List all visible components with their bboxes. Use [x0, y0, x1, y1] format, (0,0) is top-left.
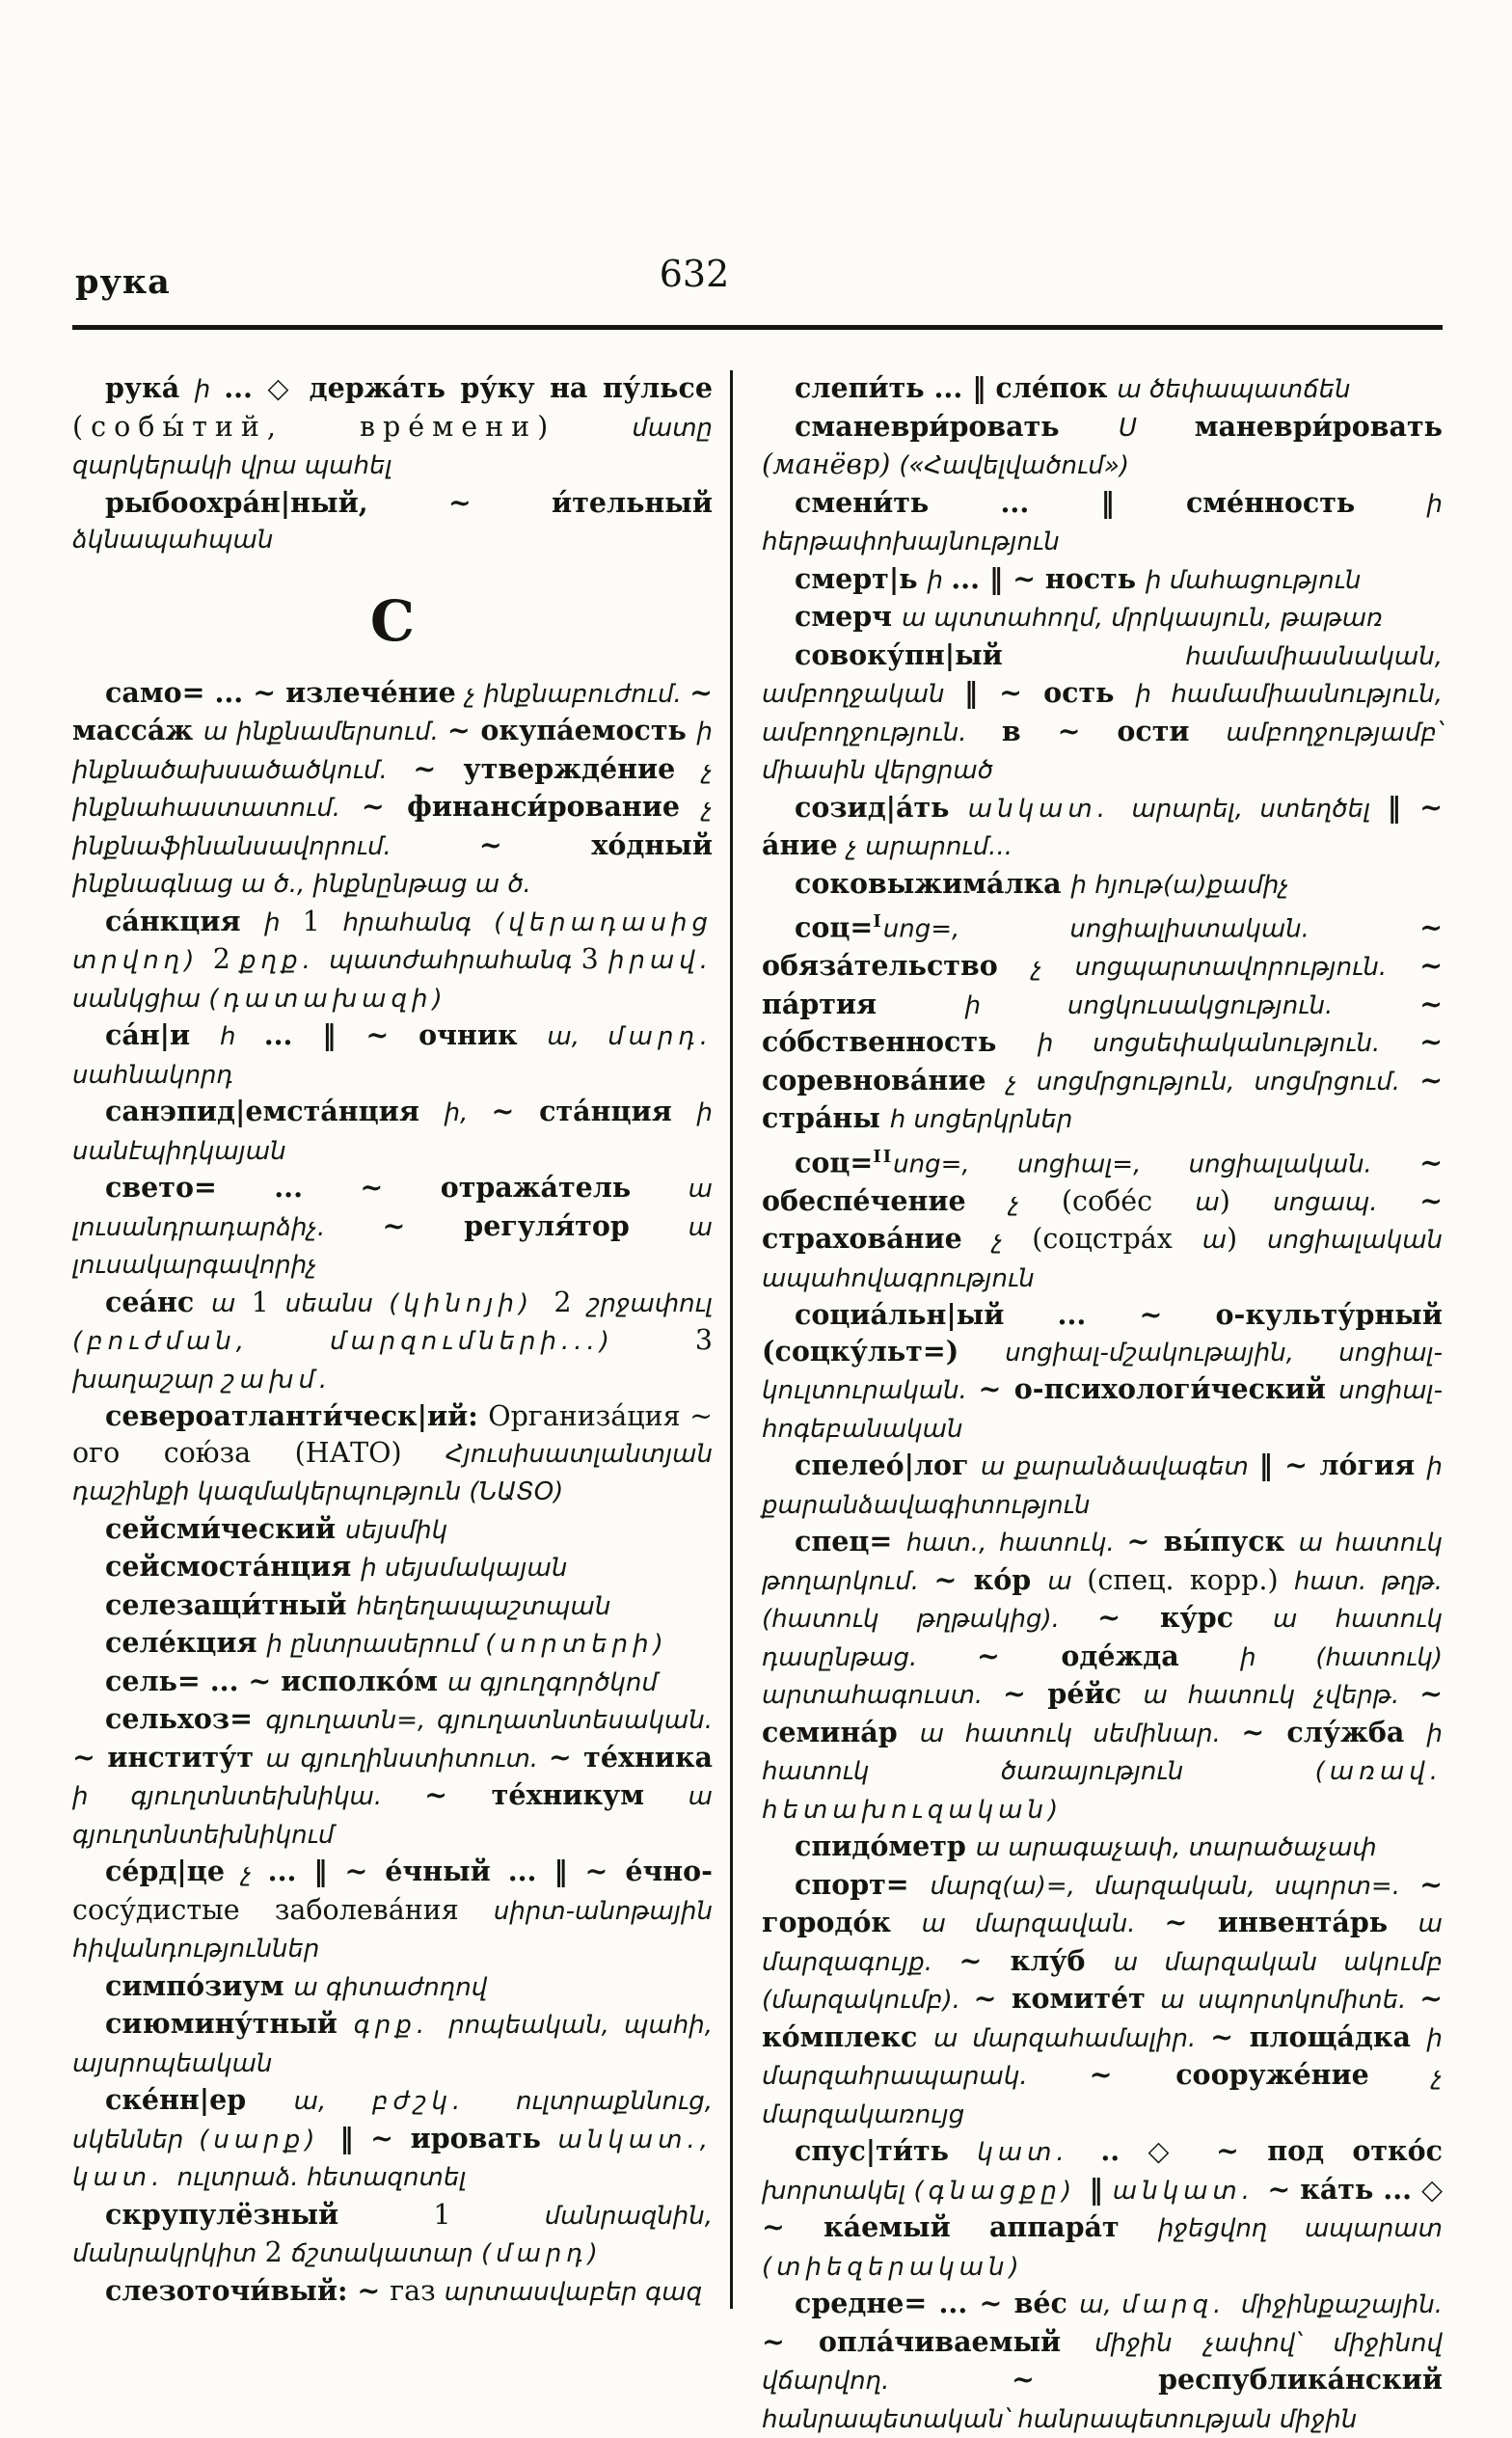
entry-segment: сейсмоста́нция	[105, 1550, 362, 1583]
entry-segment: ~ финанси́рование	[361, 790, 703, 823]
entry-segment: չ	[1009, 1187, 1062, 1217]
entry-segment: անկատ.	[1112, 2176, 1268, 2206]
entry-segment: ~ комите́т	[973, 1982, 1161, 2015]
entry-segment: селезащи́тный	[105, 1587, 357, 1621]
entry-segment: ա ինքնամերսում.	[202, 718, 447, 746]
entry-segment: սոցապ.	[1273, 1187, 1420, 1217]
entry-segment: հ սոցերկրներ	[889, 1105, 1073, 1134]
entry-segment: չ սոցպարտավորություն.	[1032, 953, 1420, 982]
section-letter-heading: С	[369, 587, 416, 654]
text-columns	[72, 370, 1444, 2434]
entry-segment: րոպեական, պահի, այսրոպեական	[72, 2011, 713, 2078]
entry-segment: I	[873, 911, 883, 932]
entry-segment: ~ оде́жда	[977, 1639, 1241, 1672]
entry-segment: слезоточи́вый: ~	[105, 2273, 391, 2307]
dict-entry	[72, 1511, 713, 1550]
dict-entry	[72, 2197, 713, 2273]
entry-segment: ի (հատուկ) արտահագուստ.	[762, 1642, 1443, 1710]
entry-segment: սոց=, սոցիալիստական.	[882, 914, 1420, 944]
entry-segment: անկատ.	[967, 794, 1132, 824]
dict-entry	[762, 1297, 1443, 1448]
entry-segment: ... ‖ ~ очник	[263, 1018, 548, 1051]
entry-segment: Ս	[1118, 413, 1195, 443]
header-catchword: рука	[75, 262, 171, 302]
entry-segment: ա ծեփապատճեն	[1117, 375, 1351, 404]
dict-entry	[72, 1398, 713, 1511]
entry-segment: չ ինքնաֆինանսավորում.	[72, 794, 713, 861]
entry-segment: соц=	[795, 1146, 874, 1178]
entry-segment: ~ со́бственность	[762, 987, 1444, 1058]
entry-segment: (վերադասից տրվող)	[72, 907, 714, 975]
entry-segment: ~ вы́пуск	[1126, 1525, 1299, 1558]
entry-segment: ~ слу́жба	[1241, 1715, 1427, 1748]
entry-segment: (սարք)	[199, 2125, 340, 2154]
entry-segment: ~ па́ртия	[762, 949, 1443, 1020]
dict-entry	[72, 1549, 713, 1587]
dict-entry	[72, 1285, 713, 1399]
entry-segment: ա,	[293, 2087, 372, 2116]
entry-segment: социа́льн|ый ... ~ о-культу́рный	[795, 1298, 1443, 1331]
entry-segment: ի հյութ(ա)քամիչ	[1070, 870, 1289, 900]
entry-segment: сель= ... ~ исполко́м	[105, 1664, 447, 1697]
entry-segment: ‖ ~ ло́гия	[1258, 1449, 1427, 1481]
dict-entry	[72, 1701, 713, 1854]
entry-segment: 2	[212, 943, 241, 975]
entry-segment: ուլտրաձ. հետազոտել	[176, 2163, 467, 2192]
entry-segment: ‖ ~ а́ние	[762, 790, 1443, 861]
entry-segment: .. ◇ ~ под отко́с	[1100, 2134, 1443, 2167]
dict-entry	[72, 1170, 713, 1285]
entry-segment: ~ республика́нский	[1011, 2363, 1443, 2396]
entry-segment: («Հավելվածում»)	[899, 451, 1129, 480]
entry-segment: չ արարում...	[847, 832, 1012, 861]
entry-segment: (соцстра́х	[1032, 1223, 1202, 1255]
entry-segment: ի քարանձավագիտություն	[762, 1452, 1443, 1520]
dict-entry	[72, 1094, 713, 1170]
entry-segment: ա գյուղգործկոմ	[446, 1667, 658, 1697]
entry-segment: ա արագաչափ, տարածաչափ	[975, 1833, 1377, 1862]
entry-segment: )	[1227, 1223, 1268, 1255]
entry-segment: ի սեյսմակայան	[361, 1554, 568, 1583]
entry-segment: ~ стра́ны	[762, 1063, 1443, 1134]
dict-entry	[762, 2286, 1443, 2438]
entry-segment: սեանս	[284, 1288, 390, 1318]
entry-segment: сосу́дистые заболева́ния	[72, 1893, 494, 1926]
entry-segment: ‖ ~ ость	[963, 676, 1136, 709]
entry-segment: ի	[264, 907, 303, 937]
dict-entry	[72, 2082, 713, 2197]
entry-segment: բժշկ.	[371, 2087, 516, 2116]
entry-segment: спус|ти́ть	[795, 2134, 978, 2167]
entry-segment: ա սպորտկոմիտե.	[1160, 1986, 1420, 2015]
entry-segment: հատ. թղթ. (հատուկ թղթակից).	[762, 1566, 1444, 1634]
entry-segment: ~ утвержде́ние	[413, 751, 703, 785]
entry-segment: Հյուսիսատլանտյան դաշինքի կազմակերպություն (ՆԱՏՕ)	[72, 1439, 713, 1506]
entry-segment: Организа́ция ~ ого сою́за (НАТО)	[72, 1400, 713, 1469]
dict-entry	[72, 904, 713, 1018]
dict-entry	[762, 485, 1443, 561]
entry-segment: ա գյուղինստիտուտ.	[265, 1744, 549, 1774]
entry-segment: ~ те́хника	[548, 1740, 713, 1774]
entry-segment: газ	[390, 2274, 445, 2307]
entry-segment: միջինքաշային.	[1240, 2290, 1444, 2319]
entry-segment: североатланти́ческ|ий:	[105, 1399, 489, 1432]
entry-segment: ի ինքնածախսածածկում.	[72, 718, 713, 785]
entry-segment: ‖ ~ ировать	[339, 2121, 558, 2154]
entry-segment: չ ինքնահաստատում.	[72, 755, 713, 823]
entry-segment: սանկցիա	[72, 984, 209, 1014]
entry-segment: ~ хо́дный	[478, 827, 713, 861]
dict-entry	[762, 790, 1443, 866]
entry-segment: ա լուսանդրադարձիչ.	[72, 1175, 713, 1242]
entry-segment: (դատախազի)	[208, 984, 447, 1014]
entry-segment: ~ опла́чиваемый	[762, 2324, 1095, 2358]
entry-segment: рыбоохра́н|ный, ~ и́тельный	[105, 485, 713, 519]
dict-entry	[72, 1625, 713, 1664]
entry-segment: (բուժման, մարզումների...)	[72, 1327, 695, 1356]
entry-segment: соц=	[795, 910, 874, 944]
entry-segment: спелео́|лог	[795, 1449, 981, 1481]
entry-segment: խորտակել	[762, 2176, 914, 2206]
entry-segment: ի	[927, 565, 952, 595]
entry-segment: մարզ(ա)=, մարզական, սպորտ=.	[930, 1871, 1420, 1901]
entry-segment: маневри́ровать	[1194, 409, 1443, 443]
entry-segment: համամիասնական, ամբողջական	[762, 641, 1443, 709]
entry-segment: իջեցվող ապարատ	[1157, 2214, 1444, 2243]
entry-segment: са́н|и	[105, 1018, 221, 1051]
entry-segment: скрупулёзный	[105, 2197, 434, 2231]
dict-entry	[72, 1854, 713, 1968]
entry-segment: 3	[580, 943, 608, 975]
page-number: 632	[659, 253, 730, 295]
entry-segment: ի հատուկ ծառայություն	[762, 1719, 1443, 1786]
dict-entry	[762, 1524, 1443, 1828]
entry-segment: ի սոցկուսակցություն.	[964, 990, 1420, 1020]
entry-segment: սիրտ-անոթային հիվանդություններ	[72, 1896, 713, 1964]
entry-segment: չ	[241, 1858, 268, 1887]
entry-segment: ի սանէպիդկայան	[72, 1098, 714, 1166]
entry-segment: ... ‖ ~ ность	[951, 561, 1147, 595]
entry-segment: ի	[194, 375, 225, 404]
dict-entry	[762, 1139, 1443, 1298]
dict-entry	[762, 866, 1443, 905]
entry-segment: ~ институ́т	[72, 1740, 266, 1774]
entry-segment: գյուղատն=, գյուղատնտեսական.	[265, 1706, 713, 1735]
entry-segment: չ սոցմրցություն, սոցմրցում.	[1007, 1067, 1420, 1097]
entry-segment: санэпид|емста́нция	[105, 1095, 445, 1127]
entry-segment: сиюмину́тный	[105, 2007, 354, 2040]
entry-segment: ա	[1047, 1566, 1088, 1596]
entry-segment: смени́ть ... ‖ сме́нность	[795, 485, 1427, 519]
entry-segment: ա	[1202, 1226, 1228, 1255]
entry-segment: ... ◇ держа́ть ру́ку на пу́льсе	[224, 371, 713, 404]
entry-segment: (собы́тий, вре́мени)	[72, 410, 633, 443]
entry-segment: са́нкция	[105, 904, 265, 937]
entry-segment: ‖	[1089, 2172, 1113, 2206]
entry-segment: ա քարանձավագետ	[980, 1452, 1259, 1481]
entry-segment: сельхоз=	[105, 1702, 266, 1735]
dict-entry	[72, 1664, 713, 1702]
entry-segment: 1	[302, 905, 343, 937]
entry-segment: սեյսմիկ	[345, 1515, 448, 1545]
entry-segment: ~ окупа́емость	[446, 714, 697, 746]
dict-entry	[72, 675, 713, 904]
entry-segment: գրք.	[353, 2011, 449, 2040]
entry-segment: ճշտակատար	[290, 2239, 481, 2268]
dict-entry	[762, 409, 1443, 485]
entry-segment: ա հատուկ թողարկում.	[762, 1529, 1444, 1596]
dict-entry	[762, 370, 1443, 409]
entry-segment: մանրազնին, մանրակրկիտ	[72, 2201, 713, 2268]
entry-segment: հատ., հատուկ.	[905, 1529, 1127, 1558]
left-column	[72, 370, 713, 2311]
entry-segment: ա հատուկ դասընթաց.	[762, 1605, 1443, 1672]
entry-segment: II	[873, 1146, 894, 1167]
entry-segment: ա մարզագույք.	[762, 1910, 1443, 1977]
entry-segment: անկատ., կատ.	[72, 2125, 713, 2192]
dict-entry	[72, 485, 713, 559]
entry-segment: селе́кция	[105, 1626, 267, 1659]
entry-segment: ի հերթափոխայնություն	[762, 489, 1443, 556]
entry-segment: ~ те́хникум	[424, 1778, 688, 1811]
entry-segment: ամբողջությամբ՝ միասին վերցրած	[762, 718, 1444, 785]
entry-segment: ի համամիասնություն, ամբողջություն.	[762, 680, 1444, 747]
entry-segment: ~ обеспе́чение	[762, 1146, 1443, 1217]
entry-segment: ~ ко́мплекс	[762, 1982, 1443, 2053]
entry-segment: )	[1219, 1184, 1274, 1217]
entry-segment: 2	[264, 2236, 291, 2268]
entry-segment: իրավ.	[608, 946, 713, 975]
entry-segment: само= ... ~ излече́ние	[105, 675, 466, 709]
header-rule	[72, 325, 1443, 330]
entry-segment: (соцку́льт=)	[762, 1334, 1006, 1368]
entry-segment: (տիեզերական)	[762, 2252, 1024, 2282]
entry-segment: соковыжима́лка	[795, 866, 1071, 900]
entry-segment: ~ клу́б	[958, 1943, 1114, 1977]
dict-entry	[762, 599, 1443, 637]
entry-segment: հ	[220, 1022, 264, 1051]
entry-segment: сманеври́ровать	[795, 409, 1119, 443]
entry-segment: հրահանգ	[342, 907, 495, 937]
entry-segment: совоку́пн|ый	[795, 637, 1186, 671]
entry-segment: ~ ку́рс	[1097, 1601, 1274, 1634]
entry-segment: շախմ.	[222, 1365, 333, 1395]
entry-segment: ա	[1195, 1187, 1220, 1217]
dict-entry	[72, 2273, 713, 2312]
entry-segment: ուլտրաքննուց, սկեններ	[72, 2087, 714, 2154]
entry-segment: միջին չափով՝ միջինով վճարվող.	[762, 2328, 1443, 2396]
entry-segment: չ մարզակառույց	[762, 2062, 1443, 2129]
entry-segment: (առավ. հետախուզական)	[762, 1757, 1443, 1825]
entry-segment: симпо́зиум	[105, 1968, 294, 2002]
entry-segment: ա,	[547, 1022, 608, 1051]
entry-segment: սոցիալական ապահովագրություն	[762, 1226, 1444, 1293]
dict-entry	[762, 637, 1443, 790]
entry-segment: ի ընտրասերում	[266, 1630, 486, 1659]
entry-segment: ա գյուղտնտեխնիկում	[72, 1782, 713, 1850]
entry-segment: (կինոյի)	[389, 1288, 554, 1318]
entry-segment: քղք.	[240, 946, 330, 975]
entry-segment: ~ площа́дка	[1210, 2019, 1427, 2053]
entry-segment: рука́	[105, 371, 195, 404]
entry-segment: спец=	[795, 1525, 906, 1558]
entry-segment: պատժահրահանգ	[329, 946, 581, 975]
entry-segment: ~ ка́ть ... ◇ ~ ка́емый аппара́т	[762, 2172, 1443, 2243]
dict-entry	[72, 1587, 713, 1626]
entry-segment: հանրապետական՝ հանրապետության միջին	[762, 2404, 1358, 2434]
entry-segment: ~ городо́к	[762, 1867, 1443, 1938]
entry-segment: ձկնապահպան	[72, 526, 274, 555]
entry-segment: смерч	[795, 600, 902, 633]
entry-segment: 1	[251, 1286, 285, 1318]
entry-segment: արարել, ստեղծել	[1131, 794, 1388, 824]
entry-segment: ի գյուղտնտեխնիկա.	[72, 1782, 425, 1811]
entry-segment: смерт|ь	[795, 561, 928, 595]
dict-entry	[762, 904, 1443, 1139]
entry-segment: արտասվաբեր գազ	[444, 2277, 703, 2307]
entry-segment: խաղաշար	[72, 1365, 223, 1395]
entry-segment: ի,	[444, 1098, 492, 1127]
entry-segment: ске́нн|ер	[105, 2083, 294, 2116]
entry-segment: ի մարզահրապարակ.	[762, 2023, 1443, 2091]
entry-segment: ~ о-психологи́ческий	[978, 1372, 1339, 1405]
entry-segment: ա մարզական ակումբ (մարզակումբ).	[762, 1947, 1443, 2015]
entry-segment: в ~ ости	[1001, 714, 1227, 747]
entry-segment: ... ‖ ~ е́чный ... ‖ ~ е́чно-	[267, 1855, 714, 1887]
entry-segment: չ	[992, 1226, 1033, 1255]
right-column	[762, 370, 1443, 2438]
entry-segment: средне= ... ~ ве́с	[795, 2287, 1080, 2319]
dict-entry	[762, 561, 1443, 600]
dict-entry	[72, 1968, 713, 2007]
entry-segment: слепи́ть ... ‖ сле́пок	[795, 371, 1118, 404]
entry-segment: спорт=	[795, 1867, 931, 1901]
entry-segment: ~ инвента́рь	[1164, 1906, 1418, 1938]
entry-segment: 3	[694, 1324, 713, 1356]
entry-segment: սոցիալ-մշակութային, սոցիալ-կուլտուրական.	[762, 1338, 1443, 1405]
entry-segment: ա մարզահամալիր.	[932, 2023, 1211, 2053]
entry-segment: свето= ... ~ отража́тель	[105, 1171, 688, 1204]
entry-segment: ա գիտաժողով	[293, 1972, 488, 2002]
entry-segment: ինքնագնաց ա ծ., ինքնընթաց ա ծ.	[72, 870, 531, 899]
entry-segment: ա լուսակարգավորիչ	[72, 1212, 713, 1280]
entry-segment: ա	[211, 1288, 252, 1318]
entry-segment: 2	[554, 1286, 588, 1318]
dict-entry	[762, 1828, 1443, 1867]
entry-segment: (մարդ)	[480, 2239, 603, 2268]
entry-segment: сеа́нс	[105, 1285, 212, 1318]
entry-segment: ~ соревнова́ние	[762, 1025, 1444, 1097]
entry-segment: ~ регуля́тор	[382, 1208, 688, 1242]
entry-segment: ~ обяза́тельство	[762, 910, 1443, 982]
entry-segment: созид|а́ть	[795, 790, 968, 824]
entry-segment: ա,	[1079, 2290, 1122, 2319]
entry-segment: ~ сооруже́ние	[1089, 2058, 1433, 2091]
entry-segment: ա պտտահողմ, մրրկասյուն, թաթառ	[901, 604, 1383, 633]
dict-entry	[762, 2133, 1443, 2286]
entry-segment: ~ страхова́ние	[762, 1183, 1444, 1255]
entry-segment: մատը զարկերակի վրա պահել	[72, 413, 713, 480]
entry-segment: (սորտերի)	[485, 1630, 668, 1659]
entry-segment: ի մահացություն	[1146, 565, 1362, 595]
entry-segment: ա մարզավան.	[921, 1910, 1165, 1938]
entry-segment: (գնացքը)	[913, 2176, 1090, 2206]
entry-segment: ա հատուկ չվերթ.	[1143, 1681, 1420, 1710]
entry-segment: հեղեղապաշտպան	[356, 1591, 611, 1621]
entry-segment: մարդ.	[608, 1022, 713, 1051]
dict-entry	[762, 1867, 1443, 2134]
entry-segment: ~ семина́р	[762, 1677, 1443, 1748]
entry-segment: կատ.	[977, 2138, 1101, 2167]
column-divider	[730, 370, 733, 2309]
entry-segment: сейсми́ческий	[105, 1511, 345, 1545]
entry-segment: չ ինքնաբուժում.	[465, 679, 690, 709]
entry-segment: (спец. корр.)	[1087, 1563, 1294, 1596]
entry-segment: (собе́с	[1061, 1184, 1196, 1217]
entry-segment: սոցիալ-հոգեբանական	[762, 1376, 1443, 1444]
entry-segment: սահնակորդ	[72, 1060, 233, 1090]
entry-segment: ~ ре́йс	[1003, 1677, 1144, 1710]
entry-segment: се́рд|це	[105, 1855, 242, 1887]
entry-segment: ~ масса́ж	[72, 675, 713, 746]
entry-segment: (манёвр)	[762, 448, 900, 480]
entry-segment: մարզ.	[1121, 2290, 1241, 2319]
entry-segment: ա հատուկ սեմինար.	[919, 1719, 1242, 1748]
dict-entry	[72, 370, 713, 485]
entry-segment: շրջափուլ	[587, 1288, 713, 1318]
entry-segment: ի սոցսեփականություն.	[1037, 1029, 1420, 1058]
dict-entry	[72, 1017, 713, 1094]
dict-entry	[762, 1448, 1443, 1524]
dict-entry	[72, 2006, 713, 2082]
entry-segment: ~ ста́нция	[491, 1095, 697, 1127]
entry-segment: 1	[433, 2198, 545, 2231]
entry-segment: спидо́метр	[795, 1829, 976, 1862]
entry-segment: սոց=, սոցիալ=, սոցիալական.	[893, 1150, 1420, 1178]
entry-segment: ~ ко́р	[933, 1562, 1048, 1596]
